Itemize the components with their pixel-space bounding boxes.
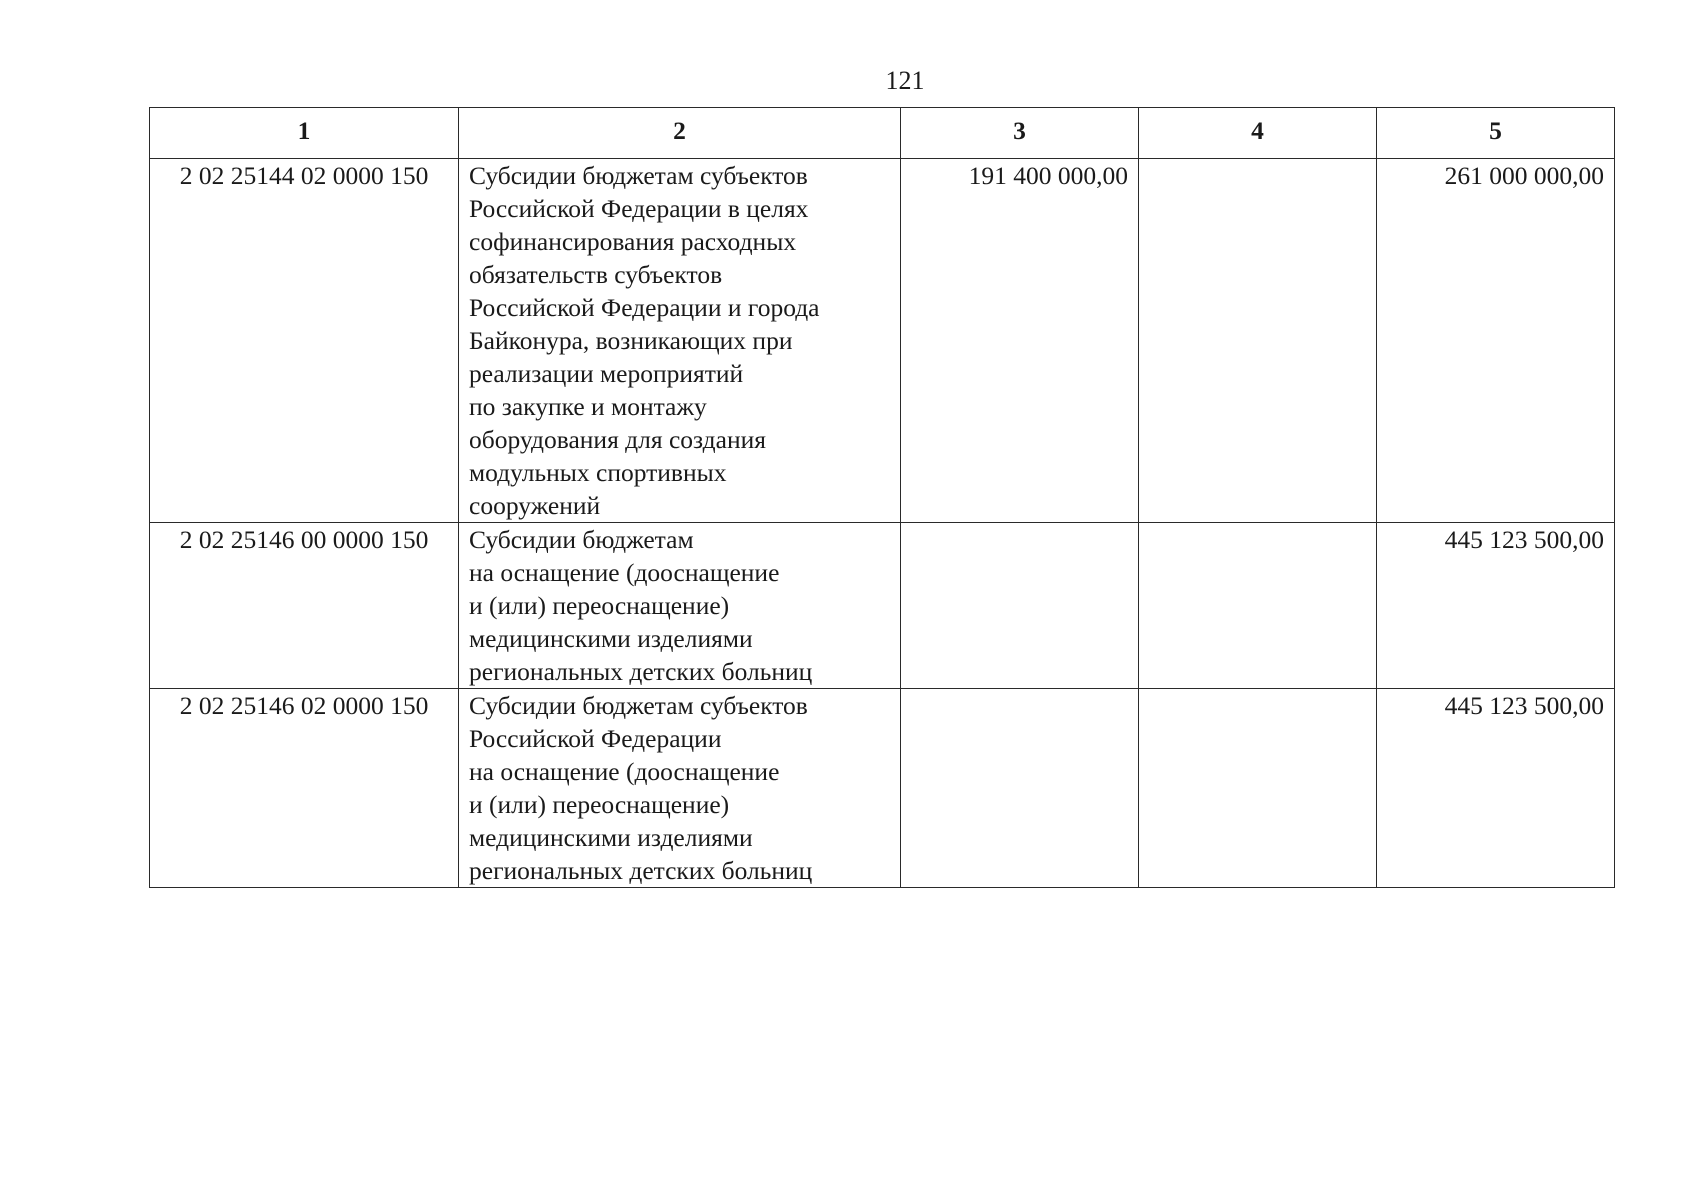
description-line: и (или) переоснащение): [469, 591, 730, 620]
amount-col3-cell: [901, 523, 1139, 689]
description-line: и (или) переоснащение): [469, 790, 730, 819]
description-line: софинансирования расходных: [469, 227, 797, 256]
column-header-2: 2: [459, 108, 901, 159]
page-number: 121: [885, 66, 925, 95]
amount-col4-cell: [1139, 689, 1377, 888]
description-line: региональных детских больниц: [469, 657, 813, 686]
description-line: Байконура, возникающих при: [469, 326, 793, 355]
table-row: [150, 523, 1615, 689]
description-line: на оснащение (дооснащение: [469, 558, 780, 587]
description-line: обязательств субъектов: [469, 260, 723, 289]
description-line: оборудования для создания: [469, 425, 766, 454]
description-line: модульных спортивных: [469, 458, 727, 487]
budget-code-cell: 2 02 25146 02 0000 150: [150, 689, 459, 888]
description-line: по закупке и монтажу: [469, 392, 707, 421]
description-line: на оснащение (дооснащение: [469, 757, 780, 786]
description-cell: [459, 689, 901, 888]
amount-col3-cell: 191 400 000,00: [901, 159, 1139, 523]
description-line: реализации мероприятий: [469, 359, 744, 388]
table-row: [150, 159, 1615, 523]
description-line: региональных детских больниц: [469, 856, 813, 885]
budget-code-cell: 2 02 25144 02 0000 150: [150, 159, 459, 523]
description-cell: [459, 159, 901, 523]
description-line: Субсидии бюджетам: [469, 525, 694, 554]
description-line: Субсидии бюджетам субъектов: [469, 691, 808, 720]
amount-col4-cell: [1139, 523, 1377, 689]
column-header-5: 5: [1377, 108, 1615, 159]
description-line: Российской Федерации и города: [469, 293, 820, 322]
amount-col4-cell: [1139, 159, 1377, 523]
description-line: медицинскими изделиями: [469, 823, 753, 852]
column-header-4: 4: [1139, 108, 1377, 159]
description-line: Российской Федерации: [469, 724, 722, 753]
description-line: Российской Федерации в целях: [469, 194, 809, 223]
description-line: Субсидии бюджетам субъектов: [469, 161, 808, 190]
budget-table: [149, 107, 1615, 888]
amount-col5-cell: 261 000 000,00: [1377, 159, 1615, 523]
description-line: медицинскими изделиями: [469, 624, 753, 653]
amount-col5-cell: 445 123 500,00: [1377, 523, 1615, 689]
column-header-1: 1: [150, 108, 459, 159]
budget-code-cell: 2 02 25146 00 0000 150: [150, 523, 459, 689]
amount-col3-cell: [901, 689, 1139, 888]
description-cell: [459, 523, 901, 689]
amount-col5-cell: 445 123 500,00: [1377, 689, 1615, 888]
description-line: сооружений: [469, 491, 601, 520]
column-header-3: 3: [901, 108, 1139, 159]
table-header-row: [150, 108, 1615, 159]
table-row: [150, 689, 1615, 888]
